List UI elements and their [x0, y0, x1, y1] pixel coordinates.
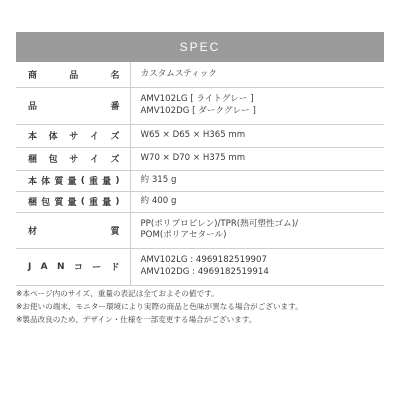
spec-label-product-name: [16, 62, 130, 87]
spec-value-material: [130, 212, 384, 248]
spec-table: [16, 62, 384, 286]
spec-label-body-weight: [16, 170, 130, 191]
spec-value-line: AMV102DG : 4969182519914: [140, 266, 269, 277]
spec-row-model-number: [16, 87, 384, 124]
spec-label-jan-code: [16, 248, 130, 285]
note-sizes: ※本ページ内のサイズ、重量の表記は全ておよその値です。: [16, 289, 219, 298]
spec-row-product-name: [16, 62, 384, 87]
spec-value-line: W70 × D70 × H375 mm: [140, 152, 246, 163]
spec-value-jan-code: [130, 248, 384, 285]
note-changes: ※製品改良のため、デザイン・仕様を一部変更する場合がございます。: [16, 315, 257, 324]
spec-row-package-weight: [16, 191, 384, 212]
spec-label-text: 材 質: [28, 226, 120, 237]
spec-row-body-weight: [16, 170, 384, 191]
spec-value-package-size: [130, 147, 384, 170]
spec-label-text: 梱 包 質 量 ( 重 量 ): [28, 196, 120, 208]
spec-row-body-size: [16, 124, 384, 147]
spec-label-package-weight: [16, 191, 130, 212]
spec-value-model-number: [130, 87, 384, 124]
spec-row-jan-code: [16, 248, 384, 285]
spec-title: SPEC: [179, 40, 221, 54]
note-colors: ※お使いの端末、モニター環境により実際の商品と色味が異なる場合がございます。: [16, 302, 303, 311]
spec-value-line: 約 400 g: [140, 195, 177, 206]
spec-label-text: 品 番: [28, 102, 120, 112]
spec-label-text: 本 体 質 量 ( 重 量 ): [28, 175, 120, 187]
spec-row-package-size: [16, 147, 384, 170]
spec-label-model-number: [16, 87, 130, 124]
spec-value-body-weight: [130, 170, 384, 191]
spec-header: [16, 32, 384, 62]
spec-label-text: 本 体 サ イ ズ: [28, 132, 120, 142]
spec-value-line: カスタムスティック: [140, 68, 217, 79]
spec-value-line: W65 × D65 × H365 mm: [140, 129, 246, 140]
spec-value-line: PP(ポリプロピレン)/TPR(熱可塑性ゴム)/: [140, 218, 298, 229]
spec-label-text: 商 品 名: [28, 70, 120, 81]
spec-label-text: 梱 包 サ イ ズ: [28, 155, 120, 165]
spec-label-package-size: [16, 147, 130, 170]
spec-value-line: AMV102LG : 4969182519907: [140, 255, 267, 265]
spec-value-product-name: [130, 62, 384, 87]
spec-value-line: POM(ポリアセタール): [140, 230, 227, 240]
spec-table-body: [16, 62, 384, 285]
spec-value-line: AMV102LG [ ライトグレー ]: [140, 94, 254, 104]
spec-row-material: [16, 212, 384, 248]
spec-value-package-weight: [130, 191, 384, 212]
spec-label-text: J A N コ ー ド: [28, 261, 120, 273]
spec-value-line: 約 315 g: [140, 174, 177, 185]
spec-value-line: AMV102DG [ ダークグレー ]: [140, 105, 256, 116]
spec-label-body-size: [16, 124, 130, 147]
spec-value-body-size: [130, 124, 384, 147]
spec-label-material: [16, 212, 130, 248]
notes: [16, 287, 388, 326]
